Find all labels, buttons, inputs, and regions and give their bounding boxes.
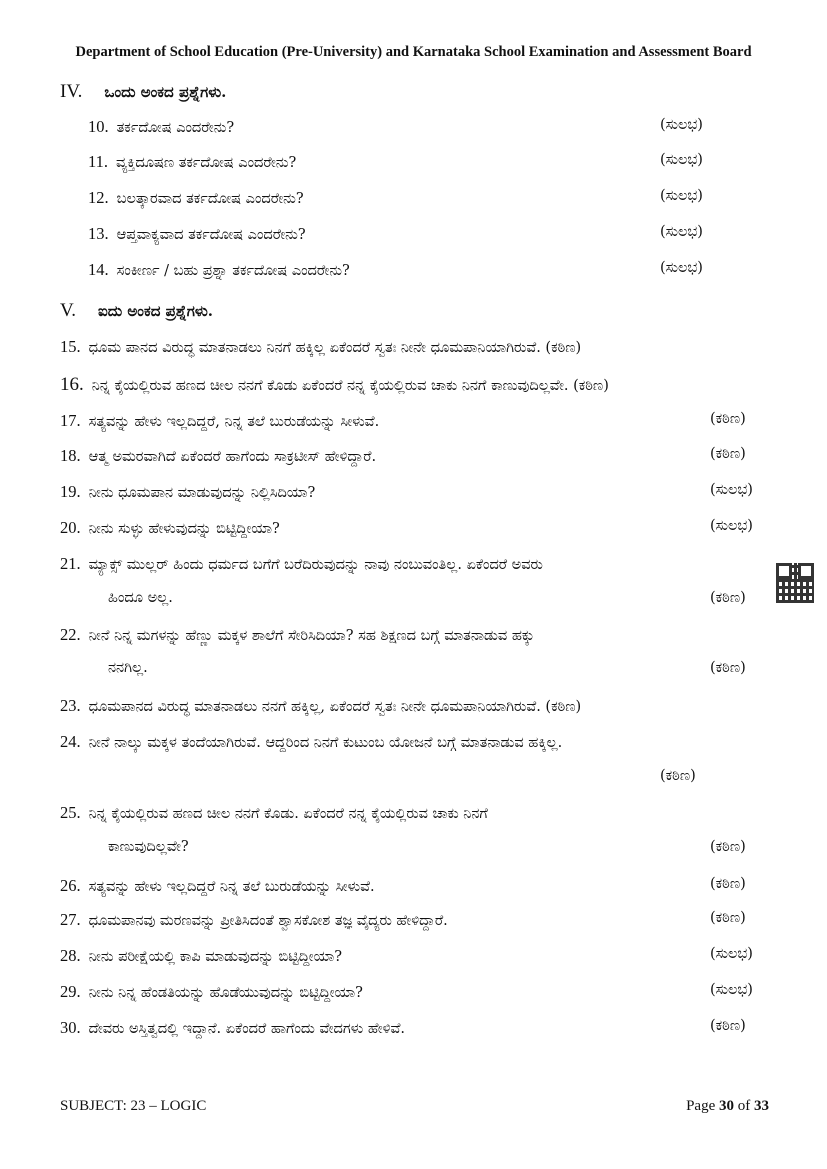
question-text: ನೀನು ಪರೀಕ್ಷೆಯಲ್ಲಿ ಕಾಪಿ ಮಾಡುವುದನ್ನು ಬಿಟ್ಟಿದ್ದೀಯಾ?: [88, 949, 342, 965]
question-number: 26.: [60, 876, 81, 895]
question-30: [60, 1018, 405, 1038]
question-number: 17.: [60, 411, 81, 430]
difficulty-tag: (ಕಠಿಣ): [710, 839, 746, 855]
question-13: [88, 224, 306, 244]
question-text-continued: ಹಿಂದೂ ಅಲ್ಲ.: [108, 590, 173, 606]
question-text: ಧೂಮಪಾನವು ಮರಣವನ್ನು ಪ್ರೀತಿಸಿದಂತೆ ಶ್ವಾಸಕೋಶ ತಜ್ಞ ವೈದ್ಯರು ಹೇಳಿದ್ದಾರೆ.: [88, 913, 448, 929]
question-text: ನೀನು ಧೂಮಪಾನ ಮಾಡುವುದನ್ನು ನಿಲ್ಲಿಸಿದಿಯಾ?: [88, 485, 316, 501]
question-number: 14.: [88, 260, 109, 279]
question-number: 28.: [60, 946, 81, 965]
question-number: 29.: [60, 982, 81, 1001]
question-text: ನೀನು ಸುಳ್ಳು ಹೇಳುವುದನ್ನು ಬಿಟ್ಟಿದ್ದೀಯಾ?: [88, 521, 280, 537]
difficulty-tag: (ಸುಲಭ): [710, 982, 753, 998]
question-text: ಆತ್ಮ ಅಮರವಾಗಿದೆ ಏಕೆಂದರೆ ಹಾಗೆಂದು ಸಾಕ್ರಟೀಸ್ ಹೇಳಿದ್ದಾರೆ.: [88, 449, 377, 465]
section-number: IV.: [60, 81, 83, 102]
question-number: 15.: [60, 337, 81, 356]
question-number: 30.: [60, 1018, 81, 1037]
difficulty-tag: (ಸುಲಭ): [710, 482, 753, 498]
question-text-continued: ಕಾಣುವುದಿಲ್ಲವೇ?: [108, 839, 189, 855]
section-heading-v: [60, 300, 213, 322]
question-text: ನೀನೆ ನಾಲ್ಕು ಮಕ್ಕಳ ತಂದೆಯಾಗಿರುವೆ. ಆದ್ದರಿಂದ ನಿನಗೆ ಕುಟುಂಬ ಯೋಜನೆ ಬಗ್ಗೆ ಮಾತನಾಡುವ ಹಕ್ಕಿಲ್ಲ.: [88, 735, 563, 751]
question-22: [60, 625, 534, 645]
question-number: 20.: [60, 518, 81, 537]
page-header: Department of School Education (Pre-University) and Karnataka School Examination and Assessment Board: [75, 44, 752, 60]
section-title: ಒಂದು ಅಂಕದ ಪ್ರಶ್ನೆಗಳು.: [104, 83, 227, 101]
difficulty-tag: (ಸುಲಭ): [660, 152, 703, 168]
question-14: [88, 260, 350, 280]
difficulty-tag: (ಕಠಿಣ): [710, 411, 746, 427]
question-number: 24.: [60, 732, 81, 751]
question-26: [60, 876, 375, 896]
difficulty-tag: (ಕಠಿಣ): [710, 446, 746, 462]
question-21: [60, 554, 543, 574]
question-number: 27.: [60, 910, 81, 929]
difficulty-tag: (ಸುಲಭ): [660, 224, 703, 240]
difficulty-tag: (ಸುಲಭ): [710, 518, 753, 534]
question-number: 21.: [60, 554, 81, 573]
question-text: ಆಪ್ತವಾಕ್ಯವಾದ ತರ್ಕದೋಷ ಎಂದರೇನು?: [116, 227, 306, 243]
question-text: ನೀನು ನಿನ್ನ ಹೆಂಡತಿಯನ್ನು ಹೊಡೆಯುವುದನ್ನು ಬಿಟ್ಟಿದ್ದೀಯಾ?: [88, 985, 363, 1001]
difficulty-tag: (ಸುಲಭ): [660, 188, 703, 204]
question-text: ಸತ್ಯವನ್ನು ಹೇಳು ಇಲ್ಲದಿದ್ದರೆ ನಿನ್ನ ತಲೆ ಬುರುಡೆಯನ್ನು ಸೀಳುವೆ.: [88, 879, 375, 895]
question-11: [88, 152, 296, 172]
question-18: [60, 446, 376, 466]
footer-page-number: Page 30 of 33: [686, 1098, 769, 1114]
section-title: ಐದು ಅಂಕದ ಪ್ರಶ್ನೆಗಳು.: [98, 302, 213, 320]
question-text: ಬಲತ್ಕಾರವಾದ ತರ್ಕದೋಷ ಎಂದರೇನು?: [116, 191, 304, 207]
question-25: [60, 803, 488, 823]
question-number: 23.: [60, 696, 81, 715]
question-24: [60, 732, 562, 752]
difficulty-tag: (ಕಠಿಣ): [710, 1018, 746, 1034]
difficulty-tag: (ಕಠಿಣ): [710, 590, 746, 606]
question-number: 11.: [88, 152, 109, 171]
question-number: 12.: [88, 188, 109, 207]
question-number: 10.: [88, 117, 109, 136]
question-text-continued: ನನಗಿಲ್ಲ.: [108, 660, 148, 676]
difficulty-tag: (ಸುಲಭ): [660, 117, 703, 133]
difficulty-tag: (ಸುಲಭ): [660, 260, 703, 276]
question-20: [60, 518, 280, 538]
question-text: ಧೂಮಪಾನದ ವಿರುದ್ಧ ಮಾತನಾಡಲು ನನಗೆ ಹಕ್ಕಿಲ್ಲ, ಏಕೆಂದರೆ ಸ್ವತಃ ನೀನೇ ಧೂಮಪಾನಿಯಾಗಿರುವೆ. (ಕಠಿಣ): [88, 699, 582, 715]
question-number: 13.: [88, 224, 109, 243]
question-number: 19.: [60, 482, 81, 501]
section-number: V.: [60, 300, 77, 321]
question-27: [60, 910, 448, 930]
question-number: 16.: [60, 374, 84, 395]
difficulty-tag: (ಸುಲಭ): [710, 946, 753, 962]
question-number: 22.: [60, 625, 81, 644]
question-text: ಧೂಮ ಪಾನದ ವಿರುದ್ಧ ಮಾತನಾಡಲು ನಿನಗೆ ಹಕ್ಕಿಲ್ಲ ಏಕೆಂದರೆ ಸ್ವತಃ ನೀನೇ ಧೂಮಪಾನಿಯಾಗಿರುವೆ. (ಕಠಿಣ): [88, 340, 582, 356]
question-text: ಸತ್ಯವನ್ನು ಹೇಳು ಇಲ್ಲದಿದ್ದರೆ, ನಿನ್ನ ತಲೆ ಬುರುಡೆಯನ್ನು ಸೀಳುವೆ.: [88, 414, 380, 430]
question-number: 18.: [60, 446, 81, 465]
qr-code: [776, 563, 814, 603]
footer-subject: SUBJECT: 23 – LOGIC: [60, 1098, 207, 1114]
question-text: ನಿನ್ನ ಕೈಯಲ್ಲಿರುವ ಹಣದ ಚೀಲ ನನಗೆ ಕೊಡು ಏಕೆಂದರೆ ನನ್ನ ಕೈಯಲ್ಲಿರುವ ಚಾಕು ನಿನಗೆ ಕಾಣುವುದಿಲ್ಲವೇ. (ಕಠಿಣ): [91, 378, 609, 394]
question-text: ನಿನ್ನ ಕೈಯಲ್ಲಿರುವ ಹಣದ ಚೀಲ ನನಗೆ ಕೊಡು. ಏಕೆಂದರೆ ನನ್ನ ಕೈಯಲ್ಲಿರುವ ಚಾಕು ನಿನಗೆ: [88, 806, 488, 822]
question-text: ತರ್ಕದೋಷ ಎಂದರೇನು?: [116, 120, 235, 136]
question-text: ಸಂಕೀರ್ಣ / ಬಹು ಪ್ರಶ್ನಾ ತರ್ಕದೋಷ ಎಂದರೇನು?: [116, 263, 350, 279]
question-10: [88, 117, 234, 137]
question-text: ವ್ಯಕ್ತಿದೂಷಣ ತರ್ಕದೋಷ ಎಂದರೇನು?: [116, 155, 297, 171]
question-number: 25.: [60, 803, 81, 822]
question-17: [60, 411, 379, 431]
question-29: [60, 982, 363, 1002]
question-12: [88, 188, 304, 208]
question-text: ನೀನೆ ನಿನ್ನ ಮಗಳನ್ನು ಹೆಣ್ಣು ಮಕ್ಕಳ ಶಾಲೆಗೆ ಸೇರಿಸಿದಿಯಾ? ಸಹ ಶಿಕ್ಷಣದ ಬಗ್ಗೆ ಮಾತನಾಡುವ ಹಕ್ಕು: [88, 628, 535, 644]
difficulty-tag: (ಕಠಿಣ): [710, 910, 746, 926]
section-heading-iv: [60, 81, 226, 103]
question-23: [60, 696, 581, 716]
question-15: [60, 337, 581, 357]
question-text: ದೇವರು ಅಸ್ತಿತ್ವದಲ್ಲಿ ಇದ್ದಾನೆ. ಏಕೆಂದರೆ ಹಾಗೆಂದು ವೇದಗಳು ಹೇಳಿವೆ.: [88, 1021, 406, 1037]
question-text: ಮ್ಯಾಕ್ಸ್ ಮುಲ್ಲರ್ ಹಿಂದು ಧರ್ಮದ ಬಗೆಗೆ ಬರೆದಿರುವುದನ್ನು ನಾವು ನಂಬುವಂತಿಲ್ಲ. ಏಕೆಂದರೆ ಅವರು: [88, 557, 543, 573]
difficulty-tag: (ಕಠಿಣ): [710, 660, 746, 676]
question-16: [60, 374, 609, 396]
question-19: [60, 482, 315, 502]
difficulty-tag: (ಕಠಿಣ): [660, 768, 696, 784]
question-28: [60, 946, 342, 966]
difficulty-tag: (ಕಠಿಣ): [710, 876, 746, 892]
